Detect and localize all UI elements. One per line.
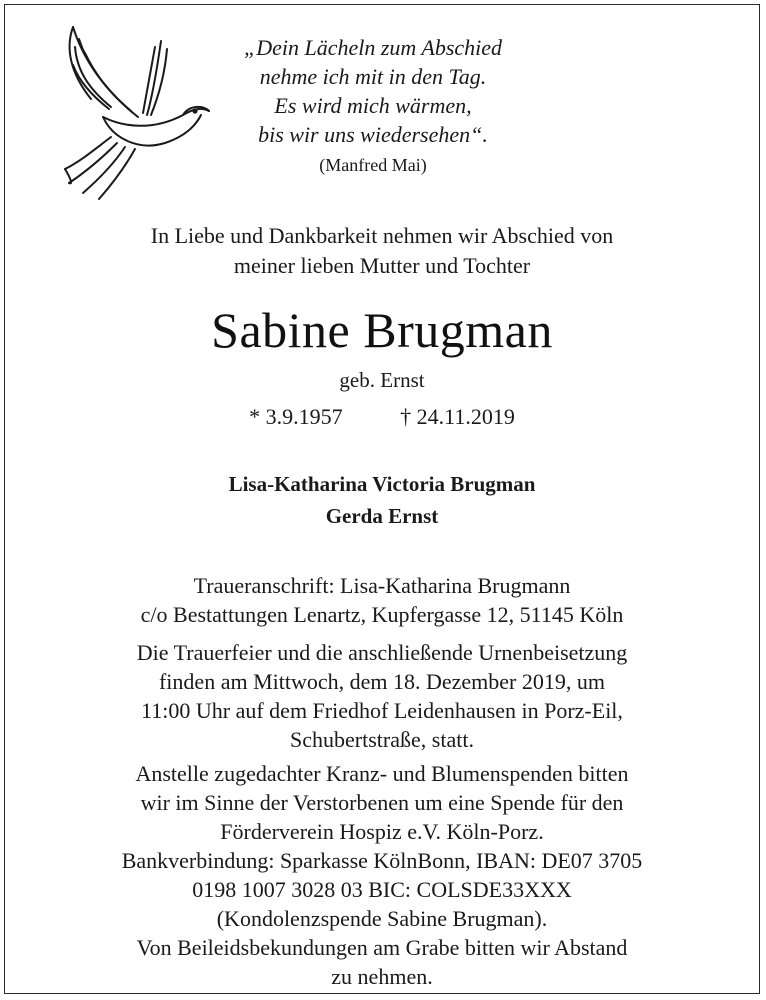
ceremony-info — [5, 638, 759, 754]
ceremony-line: Schubertstraße, statt. — [290, 727, 474, 752]
mourning-address — [5, 571, 759, 629]
life-dates — [5, 401, 759, 433]
poem-line: Es wird mich wärmen, — [274, 93, 472, 118]
poem-author: (Manfred Mai) — [319, 155, 427, 175]
donation-line: Förderverein Hospiz e.V. Köln-Porz. — [220, 819, 544, 844]
death-date: † 24.11.2019 — [400, 404, 515, 429]
poem-line: nehme ich mit in den Tag. — [259, 64, 487, 89]
intro-line: In Liebe und Dankbarkeit nehmen wir Abschied von — [150, 223, 614, 248]
birth-name: geb. Ernst — [339, 368, 425, 392]
obituary-frame — [4, 4, 760, 994]
ceremony-line: 11:00 Uhr auf dem Friedhof Leidenhausen in Porz-Eil, — [141, 698, 623, 723]
mourners — [5, 468, 759, 532]
address-line: c/o Bestattungen Lenartz, Kupfergasse 12, 51145 Köln — [140, 602, 624, 627]
ceremony-line: finden am Mittwoch, dem 18. Dezember 2019, um — [158, 669, 605, 694]
poem-line: bis wir uns wiedersehen“. — [258, 122, 488, 147]
deceased-name: Sabine Brugman — [211, 302, 553, 358]
birth-date: * 3.9.1957 — [249, 404, 343, 429]
poem-line: „Dein Lächeln zum Abschied — [243, 35, 503, 60]
donation-line: Von Beileidsbekundungen am Grabe bitten wir Abstand — [136, 935, 628, 960]
ceremony-line: Die Trauerfeier und die anschließende Urnenbeisetzung — [136, 640, 628, 665]
mourner-name: Gerda Ernst — [325, 504, 439, 528]
donation-info — [5, 759, 759, 991]
address-line: Traueranschrift: Lisa-Katharina Brugmann — [193, 573, 571, 598]
donation-line: Anstelle zugedachter Kranz- und Blumenspenden bitten — [135, 761, 629, 786]
donation-line: Bankverbindung: Sparkasse KölnBonn, IBAN: DE07 3705 — [121, 848, 643, 873]
mourner-name: Lisa-Katharina Victoria Brugman — [228, 472, 536, 496]
donation-line: zu nehmen. — [331, 964, 433, 989]
dove-icon — [43, 19, 213, 204]
intro-line: meiner lieben Mutter und Tochter — [233, 253, 531, 278]
donation-line: (Kondolenzspende Sabine Brugman). — [216, 906, 548, 931]
donation-line: wir im Sinne der Verstorbenen um eine Spende für den — [140, 790, 624, 815]
donation-line: 0198 1007 3028 03 BIC: COLSDE33XXX — [192, 877, 572, 902]
intro-text — [5, 221, 759, 281]
poem — [213, 33, 533, 180]
